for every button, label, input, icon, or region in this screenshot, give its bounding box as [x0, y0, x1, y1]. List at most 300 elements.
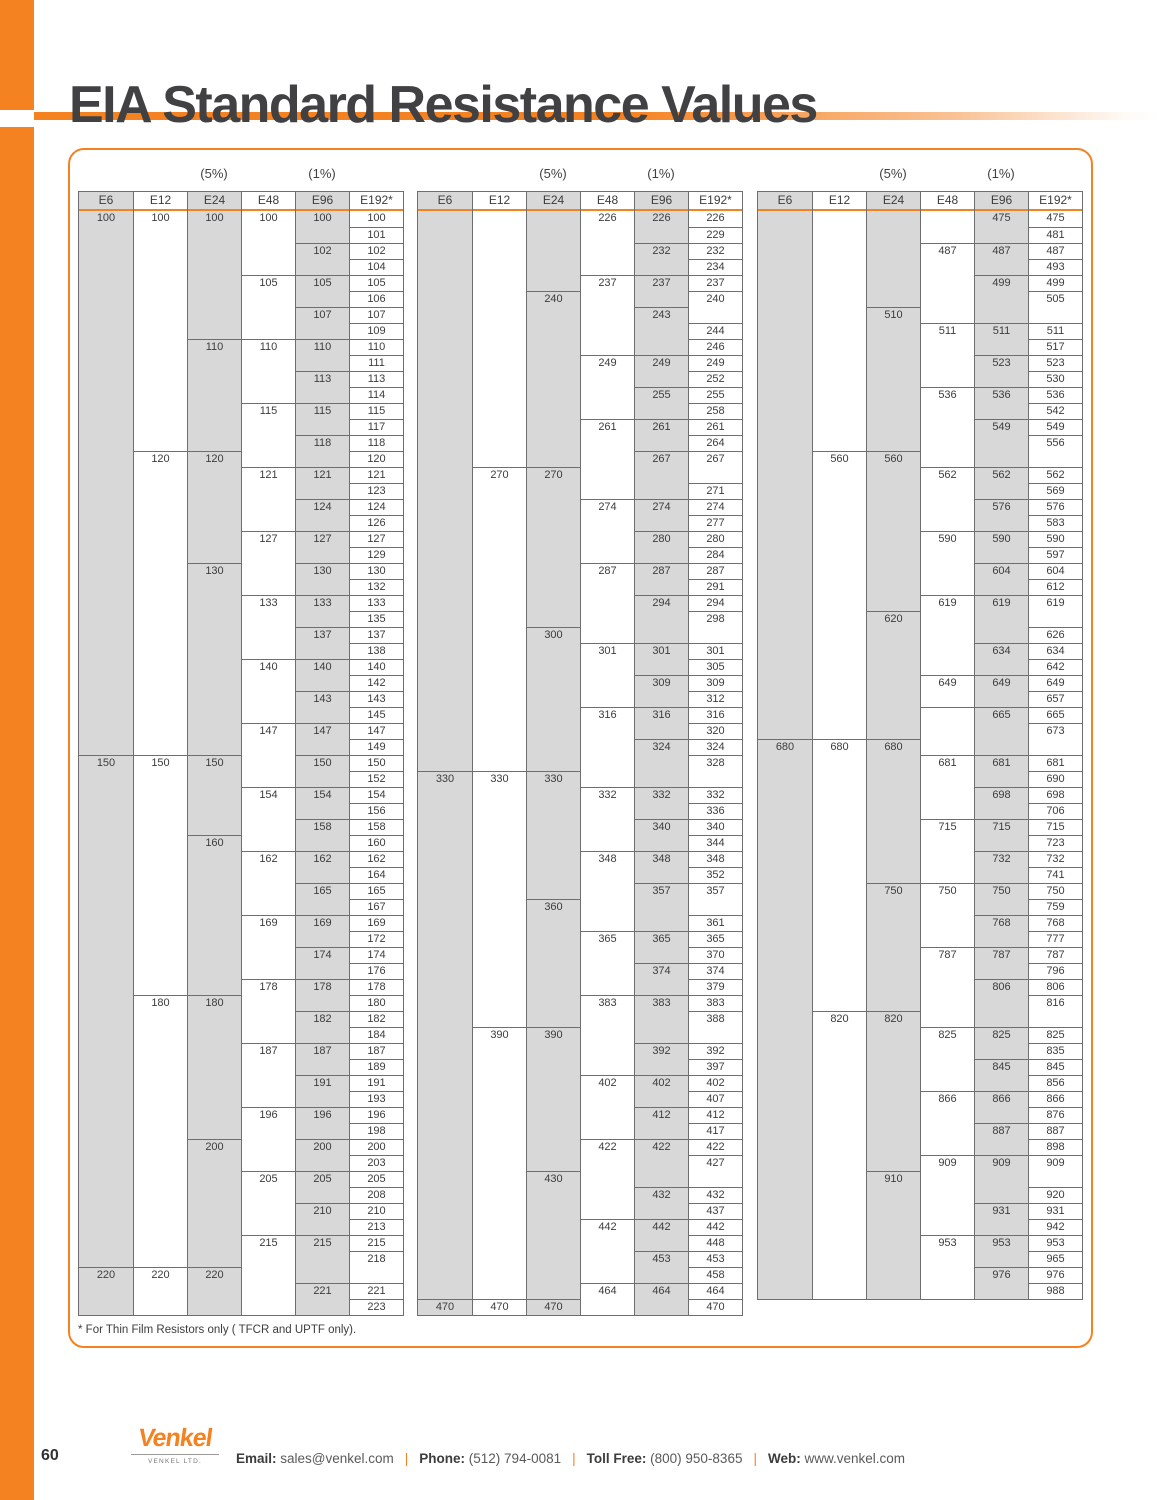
value-cell: 604	[1029, 563, 1082, 579]
column-header-e48: E48	[921, 192, 974, 211]
value-cell: 213	[350, 1219, 403, 1235]
value-cell: 106	[350, 291, 403, 307]
value-cell: 487	[975, 243, 1028, 275]
column-cells-e48	[242, 211, 295, 1315]
tolerance-label-5pct: (5%)	[879, 166, 907, 181]
value-cell: 412	[635, 1107, 688, 1139]
value-cell: 110	[350, 339, 403, 355]
column-e12	[133, 192, 187, 1315]
column-e192	[1028, 192, 1082, 1299]
column-cells-e12	[473, 211, 526, 1315]
value-cell: 232	[635, 243, 688, 275]
value-cell: 324	[689, 739, 742, 755]
value-cell: 120	[134, 451, 187, 755]
column-e192	[688, 192, 742, 1315]
value-cell: 133	[296, 595, 349, 627]
value-cell: 336	[689, 803, 742, 819]
value-cell: 681	[1029, 755, 1082, 771]
value-cell: 203	[350, 1155, 403, 1171]
value-cell: 270	[473, 467, 526, 771]
value-cell: 412	[689, 1107, 742, 1123]
value-cell: 348	[689, 851, 742, 867]
value-cell: 137	[296, 627, 349, 659]
column-e12	[812, 192, 866, 1299]
value-cell: 200	[296, 1139, 349, 1171]
value-cell: 196	[296, 1107, 349, 1139]
column-cells-e24	[867, 211, 920, 1299]
contact-label: Phone:	[419, 1451, 466, 1466]
value-cell: 178	[296, 979, 349, 1011]
column-cells-e6	[418, 211, 472, 1315]
value-cell: 988	[1029, 1283, 1082, 1299]
value-cell: 590	[921, 531, 974, 595]
value-cell: 530	[1029, 371, 1082, 387]
value-cell: 820	[813, 1011, 866, 1299]
value-cell: 511	[975, 323, 1028, 355]
value-cell: 140	[350, 659, 403, 675]
column-header-e192: E192*	[689, 192, 742, 211]
value-cell: 876	[1029, 1107, 1082, 1123]
column-header-e6: E6	[758, 192, 812, 211]
value-cell: 388	[689, 1011, 742, 1043]
value-cell: 129	[350, 547, 403, 563]
value-cell: 174	[296, 947, 349, 979]
value-cell: 196	[242, 1107, 295, 1171]
value-cell: 931	[975, 1203, 1028, 1235]
value-cell: 271	[689, 483, 742, 499]
value-cell: 866	[975, 1091, 1028, 1123]
value-cell: 105	[296, 275, 349, 307]
value-cell: 105	[350, 275, 403, 291]
value-cell: 191	[350, 1075, 403, 1091]
column-e24	[866, 192, 920, 1299]
value-cell: 887	[975, 1123, 1028, 1155]
value-cell: 130	[188, 563, 241, 755]
column-header-e96: E96	[296, 192, 349, 211]
value-cell: 909	[921, 1155, 974, 1235]
value-cell: 642	[1029, 659, 1082, 675]
value-cell: 715	[921, 819, 974, 883]
value-cell: 274	[689, 499, 742, 515]
value-cell: 124	[296, 499, 349, 531]
contact-separator: |	[404, 1451, 409, 1466]
contact-value: www.venkel.com	[800, 1451, 906, 1466]
value-cell: 105	[242, 275, 295, 339]
extra-grid-line	[921, 707, 974, 708]
column-e12	[472, 192, 526, 1315]
value-cell: 562	[1029, 467, 1082, 483]
contact-label: Email:	[236, 1451, 277, 1466]
value-cell: 825	[921, 1027, 974, 1091]
value-cell: 681	[975, 755, 1028, 787]
contact-separator: |	[572, 1451, 576, 1466]
value-cell: 234	[689, 259, 742, 275]
value-cell: 909	[975, 1155, 1028, 1203]
column-e6	[418, 192, 472, 1315]
value-cell: 715	[1029, 819, 1082, 835]
value-cell: 787	[921, 947, 974, 1027]
venkel-logo	[131, 1426, 219, 1465]
value-cell: 110	[296, 339, 349, 371]
value-cell: 470	[418, 1299, 472, 1315]
value-cell: 309	[635, 675, 688, 707]
value-cell: 261	[635, 419, 688, 451]
column-e96	[634, 192, 688, 1315]
value-cell: 165	[296, 883, 349, 915]
value-cell: 332	[689, 787, 742, 803]
column-header-e24: E24	[867, 192, 920, 211]
value-cell: 215	[296, 1235, 349, 1283]
value-cell: 220	[134, 1267, 187, 1315]
column-e6	[758, 192, 812, 1299]
value-cell: 430	[527, 1171, 580, 1299]
column-header-e12: E12	[813, 192, 866, 211]
value-cell: 698	[975, 787, 1028, 819]
value-cell: 402	[581, 1075, 634, 1139]
column-e48	[580, 192, 634, 1315]
value-cell: 117	[350, 419, 403, 435]
value-cell: 243	[635, 307, 688, 355]
value-cell: 619	[975, 595, 1028, 643]
value-cell: 301	[635, 643, 688, 675]
value-cell: 612	[1029, 579, 1082, 595]
value-cell: 634	[1029, 643, 1082, 659]
value-cell: 274	[581, 499, 634, 563]
value-cell: 499	[975, 275, 1028, 323]
value-cell: 294	[689, 595, 742, 611]
column-header-e6: E6	[79, 192, 133, 211]
value-cell: 162	[242, 851, 295, 915]
value-cell: 150	[296, 755, 349, 787]
contact-value: sales@venkel.com	[276, 1451, 394, 1466]
value-cell: 130	[350, 563, 403, 579]
value-cell: 182	[350, 1011, 403, 1027]
value-cell: 200	[350, 1139, 403, 1155]
value-cell: 104	[350, 259, 403, 275]
value-cell: 407	[689, 1091, 742, 1107]
column-e96	[974, 192, 1028, 1299]
value-cell: 549	[975, 419, 1028, 467]
value-cell: 365	[581, 931, 634, 995]
value-cell: 383	[581, 995, 634, 1075]
value-cell: 422	[581, 1139, 634, 1219]
column-header-e96: E96	[635, 192, 688, 211]
value-cell: 549	[1029, 419, 1082, 435]
value-cell: 340	[635, 819, 688, 851]
value-cell: 193	[350, 1091, 403, 1107]
value-cell: 100	[96, 212, 116, 224]
value-cell: 634	[975, 643, 1028, 675]
value-cell: 115	[242, 403, 295, 467]
tolerance-label-5pct: (5%)	[539, 166, 567, 181]
value-cell: 493	[1029, 259, 1082, 275]
value-cell: 505	[1029, 291, 1082, 323]
value-cell: 154	[296, 787, 349, 819]
value-cell: 732	[1029, 851, 1082, 867]
value-cell: 246	[689, 339, 742, 355]
value-cell: 357	[635, 883, 688, 931]
value-cell: 130	[296, 563, 349, 595]
value-cell: 100	[367, 212, 386, 224]
value-cell: 121	[296, 467, 349, 499]
value-cell: 887	[1029, 1123, 1082, 1139]
column-header-e24: E24	[188, 192, 241, 211]
value-cell: 127	[296, 531, 349, 563]
value-cell: 113	[350, 371, 403, 387]
column-header-e6: E6	[418, 192, 472, 211]
value-cell: 255	[689, 387, 742, 403]
value-cell: 432	[689, 1187, 742, 1203]
value-cell: 294	[635, 595, 688, 643]
value-cell: 121	[350, 467, 403, 483]
value-cell: 123	[350, 483, 403, 499]
value-cell: 475	[992, 212, 1011, 224]
value-cell: 511	[921, 323, 974, 387]
value-cell: 118	[296, 435, 349, 467]
value-cell: 267	[689, 451, 742, 483]
column-e24	[526, 192, 580, 1315]
value-cell: 649	[921, 675, 974, 755]
value-cell: 657	[1029, 691, 1082, 707]
value-cell: 427	[689, 1155, 742, 1187]
value-cell: 226	[706, 212, 725, 224]
value-cell: 390	[527, 1027, 580, 1171]
value-cell: 402	[635, 1075, 688, 1107]
value-cell: 237	[581, 275, 634, 355]
column-cells-e96	[975, 211, 1028, 1299]
value-cell: 210	[350, 1203, 403, 1219]
left-accent-bar-gap	[0, 110, 34, 127]
contact-separator: |	[753, 1451, 757, 1466]
value-cell: 448	[689, 1235, 742, 1251]
value-cell: 280	[689, 531, 742, 547]
value-cell: 352	[689, 867, 742, 883]
value-cell: 180	[350, 995, 403, 1011]
value-cell: 187	[242, 1043, 295, 1107]
value-cell: 328	[689, 755, 742, 787]
column-header-e12: E12	[473, 192, 526, 211]
value-cell: 560	[813, 451, 866, 739]
value-cell: 750	[867, 883, 920, 1011]
value-cell: 590	[975, 531, 1028, 563]
value-cell: 121	[242, 467, 295, 531]
value-cell: 180	[134, 995, 187, 1267]
value-cell: 750	[921, 883, 974, 947]
value-cell: 370	[689, 947, 742, 963]
value-cell: 274	[635, 499, 688, 531]
value-cell: 681	[921, 755, 974, 819]
value-cell: 140	[296, 659, 349, 691]
venkel-logo-mark: Venkel	[136, 1424, 214, 1452]
value-cell: 390	[473, 1027, 526, 1299]
value-cell: 140	[242, 659, 295, 723]
column-header-e24: E24	[527, 192, 580, 211]
value-cell: 143	[296, 691, 349, 723]
value-cell: 210	[296, 1203, 349, 1235]
value-cell: 143	[350, 691, 403, 707]
value-cell: 626	[1029, 627, 1082, 643]
column-header-e48: E48	[581, 192, 634, 211]
column-e6	[79, 192, 133, 1315]
value-cell: 109	[350, 323, 403, 339]
value-cell: 706	[1029, 803, 1082, 819]
value-cell: 100	[205, 212, 224, 224]
value-cell: 137	[350, 627, 403, 643]
value-cell: 866	[1029, 1091, 1082, 1107]
value-cell: 470	[527, 1299, 580, 1315]
value-cell: 665	[1029, 707, 1082, 723]
value-cell: 560	[867, 451, 920, 611]
value-cell: 154	[242, 787, 295, 851]
value-cell: 158	[296, 819, 349, 851]
value-cell: 909	[1029, 1155, 1082, 1187]
value-cell: 284	[689, 547, 742, 563]
value-cell: 953	[1029, 1235, 1082, 1251]
value-cell: 280	[635, 531, 688, 563]
value-cell: 806	[975, 979, 1028, 1027]
value-cell: 133	[242, 595, 295, 659]
value-cell: 316	[689, 707, 742, 723]
value-cell: 115	[296, 403, 349, 435]
footer-contact-line	[236, 1451, 905, 1466]
value-cell: 523	[1029, 355, 1082, 371]
value-cell: 205	[350, 1171, 403, 1187]
value-cell: 252	[689, 371, 742, 387]
value-cell: 102	[296, 243, 349, 275]
value-cell: 768	[1029, 915, 1082, 931]
value-cell: 619	[921, 595, 974, 675]
value-cell: 305	[689, 659, 742, 675]
value-cell: 178	[242, 979, 295, 1043]
column-header-e48: E48	[242, 192, 295, 211]
column-cells-e192	[1029, 211, 1082, 1299]
value-cell: 583	[1029, 515, 1082, 531]
value-cell: 187	[296, 1043, 349, 1075]
value-cell: 249	[581, 355, 634, 419]
value-cell: 777	[1029, 931, 1082, 947]
value-cell: 619	[1029, 595, 1082, 627]
contact-label: Toll Free:	[586, 1451, 647, 1466]
value-cell: 100	[313, 212, 332, 224]
value-cell: 422	[635, 1139, 688, 1187]
value-cell: 732	[975, 851, 1028, 883]
value-cell: 244	[689, 323, 742, 339]
value-cell: 787	[1029, 947, 1082, 963]
value-cell: 361	[689, 915, 742, 931]
value-cell: 845	[1029, 1059, 1082, 1075]
value-cell: 169	[296, 915, 349, 947]
value-cell: 866	[921, 1091, 974, 1155]
tolerance-label-1pct: (1%)	[647, 166, 675, 181]
value-cell: 750	[1029, 883, 1082, 899]
page-number: 60	[41, 1447, 59, 1464]
value-cell: 510	[867, 307, 920, 451]
value-cell: 759	[1029, 899, 1082, 915]
page-title: EIA Standard Resistance Values	[69, 75, 817, 134]
value-cell: 536	[975, 387, 1028, 419]
value-cell: 470	[473, 1299, 526, 1315]
value-cell: 111	[350, 355, 403, 371]
contact-value: (800) 950-8365	[646, 1451, 743, 1466]
value-cell: 221	[296, 1283, 349, 1315]
value-cell: 133	[350, 595, 403, 611]
value-cell: 101	[350, 227, 403, 243]
value-cell: 976	[975, 1267, 1028, 1299]
value-cell: 150	[134, 755, 187, 995]
value-cell: 149	[350, 739, 403, 755]
value-cell: 562	[921, 467, 974, 531]
value-cell: 517	[1029, 339, 1082, 355]
column-e48	[241, 192, 295, 1315]
value-cell: 300	[527, 627, 580, 771]
value-cell: 422	[689, 1139, 742, 1155]
value-cell: 357	[689, 883, 742, 915]
value-cell: 258	[689, 403, 742, 419]
value-cell: 348	[581, 851, 634, 931]
value-cell: 102	[350, 243, 403, 259]
value-cell: 215	[242, 1235, 295, 1315]
value-cell: 320	[689, 723, 742, 739]
value-cell: 481	[1029, 227, 1082, 243]
value-cell: 673	[1029, 723, 1082, 755]
value-cell: 365	[635, 931, 688, 963]
value-cell: 649	[975, 675, 1028, 707]
value-cell: 249	[635, 355, 688, 387]
column-cells-e6	[758, 211, 812, 1299]
contact-value: (512) 794-0081	[465, 1451, 562, 1466]
value-cell: 464	[635, 1283, 688, 1315]
value-cell: 437	[689, 1203, 742, 1219]
value-cell: 184	[350, 1027, 403, 1043]
value-cell: 124	[350, 499, 403, 515]
venkel-logo-caption: VENKEL LTD.	[147, 1458, 203, 1465]
value-cell: 172	[350, 931, 403, 947]
value-cell: 698	[1029, 787, 1082, 803]
value-cell: 164	[350, 867, 403, 883]
table-footnote: * For Thin Film Resistors only ( TFCR and UPTF only).	[78, 1324, 357, 1336]
value-cell: 223	[350, 1299, 403, 1315]
value-cell: 191	[296, 1075, 349, 1107]
value-cell: 680	[867, 739, 920, 883]
value-cell: 287	[581, 563, 634, 643]
value-cell: 118	[350, 435, 403, 451]
value-cell: 261	[581, 419, 634, 499]
value-cell: 110	[188, 339, 241, 451]
value-cell: 348	[635, 851, 688, 883]
value-cell: 220	[188, 1267, 241, 1315]
value-cell: 953	[921, 1235, 974, 1299]
value-cell: 536	[1029, 387, 1082, 403]
value-cell: 562	[975, 467, 1028, 499]
value-cell: 856	[1029, 1075, 1082, 1091]
column-e96	[295, 192, 349, 1315]
series-group-3	[757, 166, 1083, 1300]
value-cell: 150	[350, 755, 403, 771]
value-cell: 931	[1029, 1203, 1082, 1219]
value-cell: 576	[1029, 499, 1082, 515]
value-cell: 453	[689, 1251, 742, 1267]
value-cell: 392	[635, 1043, 688, 1075]
value-cell: 287	[635, 563, 688, 595]
value-cell: 100	[151, 212, 170, 224]
value-cell: 442	[689, 1219, 742, 1235]
venkel-logo-divider	[131, 1454, 219, 1455]
value-cell: 169	[242, 915, 295, 979]
value-cell: 453	[635, 1251, 688, 1283]
value-cell: 107	[296, 307, 349, 339]
value-cell: 221	[350, 1283, 403, 1299]
value-cell: 120	[188, 451, 241, 563]
